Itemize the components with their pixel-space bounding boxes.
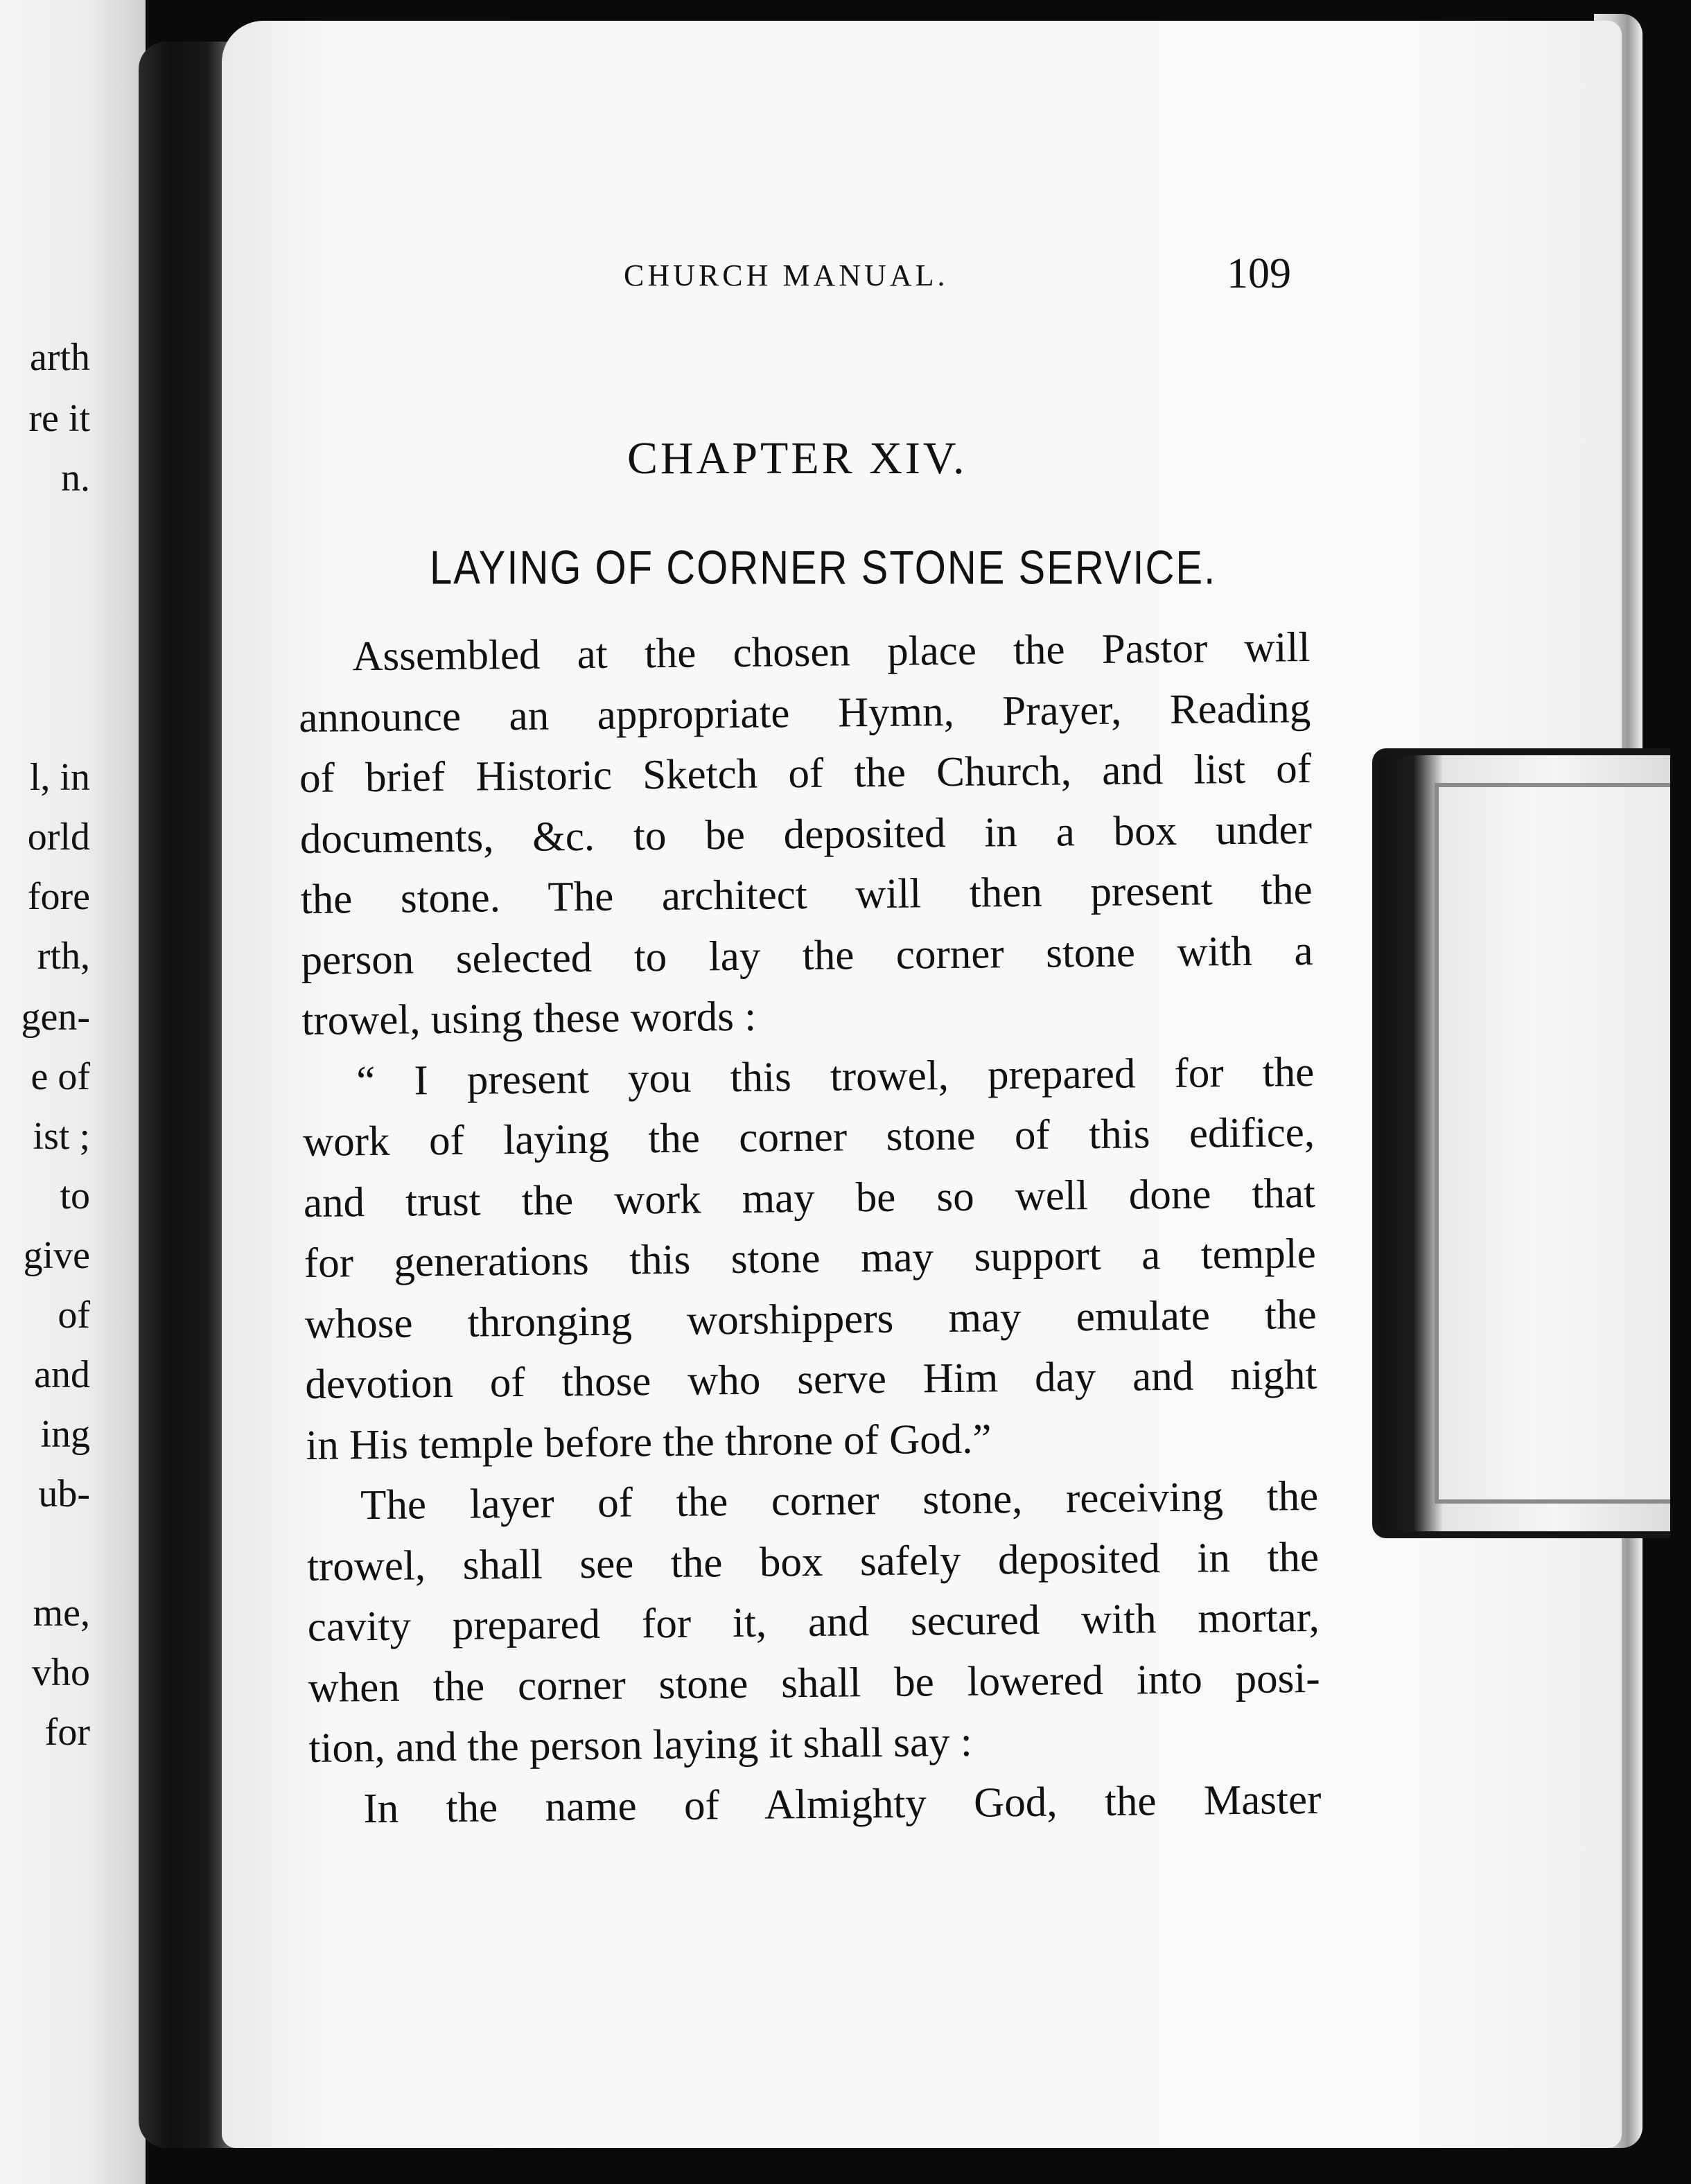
text-line: the stone. The architect will then present the	[300, 866, 1313, 923]
page-number: 109	[1227, 250, 1291, 297]
left-page-line: to	[60, 1174, 90, 1217]
text-line: person selected to lay the corner stone with a	[301, 927, 1313, 984]
text-line: The layer of the corner stone, receiving the	[360, 1472, 1319, 1529]
page-clip-inner	[1435, 783, 1670, 1504]
text-line: when the corner stone shall be lowered into posi-	[308, 1655, 1320, 1711]
running-head: CHURCH MANUAL.	[624, 258, 949, 292]
left-page-line: of	[58, 1294, 90, 1337]
text-line: whose thronging worshippers may emulate the	[304, 1291, 1317, 1348]
left-page-line: me,	[33, 1592, 90, 1635]
text-line: of brief Historic Sketch of the Church, and list of	[299, 745, 1312, 802]
body-text	[298, 617, 1322, 1840]
text-line: tion, and the person laying it shall say :	[308, 1718, 973, 1772]
left-page-line: ub-	[38, 1472, 90, 1515]
text-line: in His temple before the throne of God.”	[306, 1415, 992, 1469]
left-page-line: gen-	[21, 996, 90, 1039]
text-line: trowel, shall see the box safely deposited in the	[306, 1533, 1320, 1590]
text-line: trowel, using these words :	[301, 993, 757, 1044]
left-page-line: n.	[61, 457, 90, 500]
left-page-line: give	[23, 1234, 90, 1277]
left-page-line: ing	[40, 1413, 90, 1456]
page-clip	[1372, 748, 1670, 1538]
left-page-line: l, in	[29, 756, 90, 799]
left-page-line: e of	[30, 1055, 90, 1098]
text-line: devotion of those who serve Him day and night	[305, 1351, 1317, 1408]
text-line: Assembled at the chosen place the Pastor will	[352, 624, 1311, 680]
paragraph-invocation	[309, 1769, 1322, 1840]
paragraph-laying	[306, 1466, 1321, 1779]
text-line: and trust the work may be so well done that	[303, 1170, 1316, 1226]
previous-page-fragment	[0, 0, 146, 2184]
paragraph-trowel-presentation	[302, 1041, 1318, 1475]
left-page-line: orld	[27, 816, 90, 858]
text-line: announce an appropriate Hymn, Prayer, Reading	[298, 685, 1311, 741]
text-line: work of laying the corner stone of this edifice,	[302, 1109, 1315, 1165]
text-line: cavity prepared for it, and secured with mortar,	[307, 1594, 1320, 1650]
left-page-line: re it	[28, 397, 90, 440]
left-page-line: ist ;	[33, 1115, 90, 1158]
left-page-line: fore	[27, 875, 90, 918]
text-line: for generations this stone may support a temple	[304, 1230, 1317, 1287]
text-line: In the name of Almighty God, the Master	[363, 1776, 1322, 1832]
left-page-line: vho	[32, 1651, 90, 1694]
left-page-line: rth,	[37, 935, 90, 978]
text-line: documents, &c. to be deposited in a box under	[299, 806, 1313, 863]
chapter-title: CHAPTER XIV.	[627, 433, 967, 484]
paragraph-instructions	[298, 617, 1314, 1051]
text-line: “ I present you this trowel, prepared for the	[356, 1048, 1315, 1104]
left-page-line: and	[34, 1353, 90, 1396]
left-page-line: for	[44, 1711, 90, 1754]
section-title: LAYING OF CORNER STONE SERVICE.	[430, 541, 1217, 595]
left-page-line: arth	[29, 336, 90, 379]
